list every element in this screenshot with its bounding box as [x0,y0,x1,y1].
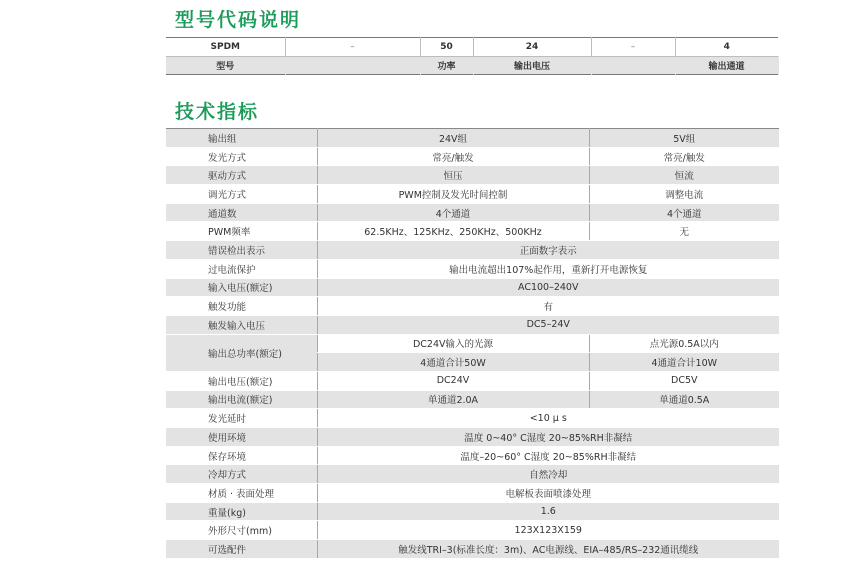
spec-row-total-power [166,334,779,353]
spec-row-pwm-freq [166,222,779,241]
spec-label: 触发功能 [166,297,317,316]
desc-cell-empty [591,56,675,75]
spec-label: 发光延时 [166,409,317,428]
spec-value-24v: 恒压 [317,166,589,185]
spec-value: 123X123X159 [317,521,779,540]
spec-label: 发光方式 [166,147,317,166]
spec-label: 错误检出表示 [166,241,317,260]
spec-row-output-current [166,390,779,409]
spec-label: 材质 · 表面处理 [166,484,317,503]
spec-value-24v: DC24V [317,371,589,390]
spec-label: 过电流保护 [166,259,317,278]
code-cell-dash: – [285,38,420,57]
desc-cell-model: 型号 [166,56,285,75]
spec-value-5v: 无 [589,222,779,241]
spec-value: 自然冷却 [317,465,779,484]
spec-row-output-voltage [166,371,779,390]
spec-value-24v: 4通道合计50W [317,353,589,372]
spec-value-5v: 4通道合计10W [589,353,779,372]
spec-row-channels [166,203,779,222]
code-cell-series: SPDM [166,38,285,57]
spec-row-dimming [166,185,779,204]
code-cell-voltage: 24 [473,38,591,57]
desc-cell-power: 功率 [420,56,473,75]
spec-value-5v: 点光源0.5A以内 [589,334,779,353]
desc-cell-channels: 输出通道 [675,56,778,75]
spec-row-dimensions [166,521,779,540]
spec-row-cooling [166,465,779,484]
code-cell-power: 50 [420,38,473,57]
spec-row-options [166,540,779,559]
spec-label: 使用环境 [166,428,317,447]
spec-value: 温度 0~40° C湿度 20~85%RH非凝结 [317,428,779,447]
spec-row-error-display [166,241,779,260]
spec-row-output-group [166,129,779,148]
spec-row-trigger-voltage [166,315,779,334]
spec-value-5v: DC5V [589,371,779,390]
spec-label: 通道数 [166,203,317,222]
spec-value-24v: 62.5KHz、125KHz、250KHz、500KHz [317,222,589,241]
model-code-table [166,37,779,75]
desc-cell-empty [285,56,420,75]
spec-value: AC100–240V [317,278,779,297]
spec-label: PWM频率 [166,222,317,241]
spec-value: 有 [317,297,779,316]
spec-label: 可选配件 [166,540,317,559]
spec-value-24v: 24V组 [317,129,589,148]
spec-row-use-env [166,428,779,447]
spec-row-input-voltage [166,278,779,297]
section-title-model-code: 型号代码说明 [175,9,302,31]
spec-value-5v: 5V组 [589,129,779,148]
spec-value: 1.6 [317,502,779,521]
spec-value: 温度–20~60° C湿度 20~85%RH非凝结 [317,446,779,465]
spec-value: 输出电流超出107%起作用，重新打开电源恢复 [317,259,779,278]
spec-row-drive-mode [166,166,779,185]
spec-row-weight [166,502,779,521]
spec-value-24v: 单通道2.0A [317,390,589,409]
spec-label: 输出组 [166,129,317,148]
spec-row-overcurrent [166,259,779,278]
spec-table [166,128,779,559]
spec-value-5v: 恒流 [589,166,779,185]
spec-label: 调光方式 [166,185,317,204]
spec-value-5v: 4个通道 [589,203,779,222]
desc-cell-voltage: 输出电压 [473,56,591,75]
code-cell-dash: – [591,38,675,57]
model-desc-row [166,56,778,75]
spec-value: 电解板表面喷漆处理 [317,484,779,503]
spec-value-24v: PWM控制及发光时间控制 [317,185,589,204]
spec-value-24v: 4个通道 [317,203,589,222]
spec-value-5v: 常亮/触发 [589,147,779,166]
spec-row-storage-env [166,446,779,465]
spec-label: 外形尺寸(mm) [166,521,317,540]
spec-label: 触发输入电压 [166,315,317,334]
spec-label: 输入电压(额定) [166,278,317,297]
spec-label: 保存环境 [166,446,317,465]
spec-row-trigger-func [166,297,779,316]
spec-value-24v: 常亮/触发 [317,147,589,166]
spec-value: 触发线TRI–3(标准长度：3m)、AC电源线、EIA–485/RS–232通讯缆线 [317,540,779,559]
spec-value: DC5–24V [317,315,779,334]
spec-row-light-mode [166,147,779,166]
spec-label: 驱动方式 [166,166,317,185]
spec-value-24v: DC24V输入的光源 [317,334,589,353]
spec-value: <10 μ s [317,409,779,428]
spec-value: 正面数字表示 [317,241,779,260]
spec-row-light-delay [166,409,779,428]
spec-label: 输出总功率(额定) [166,334,317,371]
spec-label: 输出电压(额定) [166,371,317,390]
spec-value-5v: 单通道0.5A [589,390,779,409]
model-code-row [166,38,778,57]
spec-value-5v: 调整电流 [589,185,779,204]
spec-label: 输出电流(额定) [166,390,317,409]
section-title-specs: 技术指标 [175,101,260,123]
spec-label: 冷却方式 [166,465,317,484]
spec-row-material [166,484,779,503]
spec-label: 重量(kg) [166,502,317,521]
code-cell-channels: 4 [675,38,778,57]
